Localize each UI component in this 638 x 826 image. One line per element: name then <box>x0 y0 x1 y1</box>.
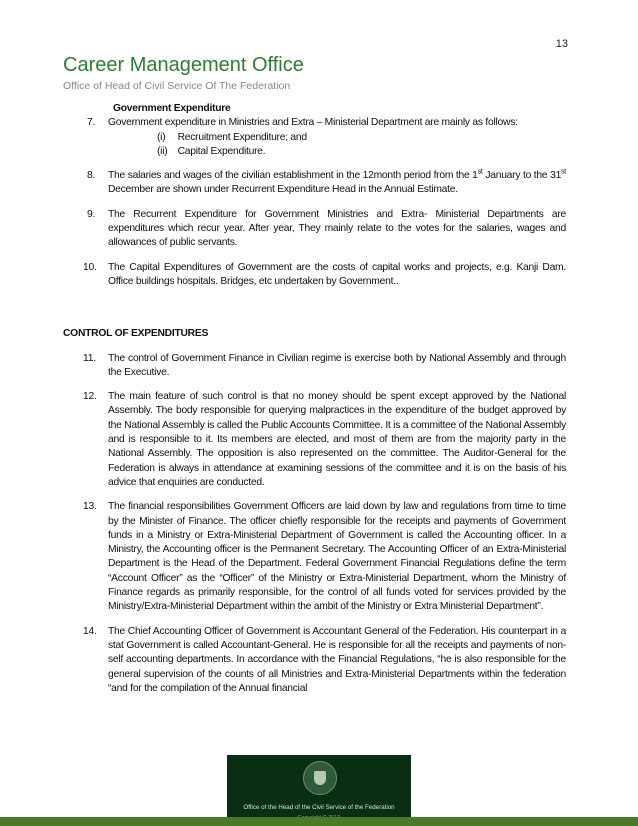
paragraph-text: The Recurrent Expenditure for Government Ministries and Extra- Ministerial Departments are expenditures which recur year. After year, They mainly relate to the votes for the salaries, wages and allowances of public servants. <box>108 208 566 249</box>
page-number: 13 <box>555 38 568 50</box>
paragraph-number: 12. <box>83 391 97 403</box>
paragraph-text-part: December are shown under Recurrent Expenditure Head in the Annual Estimate. <box>108 184 458 196</box>
section-heading-control-of-expenditures: CONTROL OF EXPENDITURES <box>63 328 209 340</box>
paragraph-8 <box>63 169 566 198</box>
paragraph-number: 7. <box>87 117 96 129</box>
footer-bar <box>0 817 638 826</box>
coat-of-arms-icon <box>303 761 337 795</box>
paragraph-12 <box>63 390 566 490</box>
footer-caption: Office of the Head of the Civil Service of the Federation <box>243 804 395 811</box>
document-body <box>63 102 566 696</box>
paragraph-number: 8. <box>87 170 96 182</box>
paragraph-text-part: The salaries and wages of the civilian establishment in the 12month period from the 1 <box>108 170 478 182</box>
paragraph-number: 14. <box>83 625 97 637</box>
paragraph-7 <box>63 116 566 130</box>
list-item-text: Capital Expenditure. <box>177 145 266 157</box>
paragraph-text: The Capital Expenditures of Government are the costs of capital works and projects, e.g. Kanji Dam. Office buildings hospitals. Bridges, etc undertaken by Government.. <box>108 261 566 287</box>
paragraph-text: The main feature of such control is that no money should be spent except approved by the National Assembly. The body responsible for querying malpractices in the expenditure of the budget approved by the National Assembly is called the Public Accounts Committee. It is a committee of the National Assembly and is responsible to it. Its members are elected, and most of them are from the majority party in the National Assembly. The opposition is also represented on the committee. The Auditor-General for the Federation is always in attendance at examining sessions of the committee and it is on the basis of his advice that enquiries are conducted. <box>108 391 566 488</box>
header-title: Career Management Office <box>63 54 304 76</box>
footer-logo-panel <box>227 755 411 826</box>
section-heading-government-expenditure: Government Expenditure <box>113 103 231 114</box>
list-item <box>63 131 566 145</box>
paragraph-text: The Chief Accounting Officer of Government is Accountant General of the Federation. His counterpart in a stat Government is called Accountant-General. He is responsible for all the receipts and payments of non-self accounting departments. In accordance with the Financial Regulations, “he is also responsible for the general supervision of the counts of all Ministries and Extra-Ministerial Departments within the federation “and for the compilation of the Annual financial <box>108 625 566 694</box>
paragraph-9 <box>63 208 566 251</box>
paragraph-number: 9. <box>87 208 96 220</box>
paragraph-text: The financial responsibilities Government Officers are laid down by law and regulations from time to time by the Minister of Finance. The officer chiefly responsible for the receipts and payments of Government funds in a Ministry or Extra-Ministerial Department of Government is called the Accounting officer. In a Ministry, the Accounting officer is the Permanent Secretary. The Accounting Officer of an Extra-Ministerial Department is the Head of the Department. Federal Government Financial Regulations define the term “Account Officer” as the “Officer” of the Ministry or Extra-Ministerial Department, whom the Ministry of Finance regards as primarily responsible, for the control of all funds voted for services provided by the Ministry/Extra-Ministerial Department within the ambit of the Ministry or Extra Ministerial Department”. <box>108 501 566 613</box>
paragraph-14 <box>63 625 566 696</box>
list-item-number: (i) <box>157 131 166 143</box>
paragraph-number: 10. <box>83 261 97 273</box>
paragraph-13 <box>63 500 566 614</box>
paragraph-text: Government expenditure in Ministries and Extra – Ministerial Department are mainly as follows: <box>108 117 518 129</box>
list-item-number: (ii) <box>157 145 168 157</box>
paragraph-10 <box>63 261 566 290</box>
paragraph-number: 13. <box>83 501 97 513</box>
list-item <box>63 145 566 159</box>
paragraph-text: The control of Government Finance in Civilian regime is exercise both by National Assembly and through the Executive. <box>108 352 566 378</box>
paragraph-text-part: January to the 31 <box>482 170 562 182</box>
header-subtitle: Office of Head of Civil Service Of The Federation <box>63 80 291 92</box>
list-item-text: Recruitment Expenditure; and <box>177 131 307 143</box>
paragraph-number: 11. <box>83 352 96 364</box>
superscript: st <box>477 168 483 176</box>
superscript: st <box>561 168 566 176</box>
paragraph-11 <box>63 352 566 381</box>
